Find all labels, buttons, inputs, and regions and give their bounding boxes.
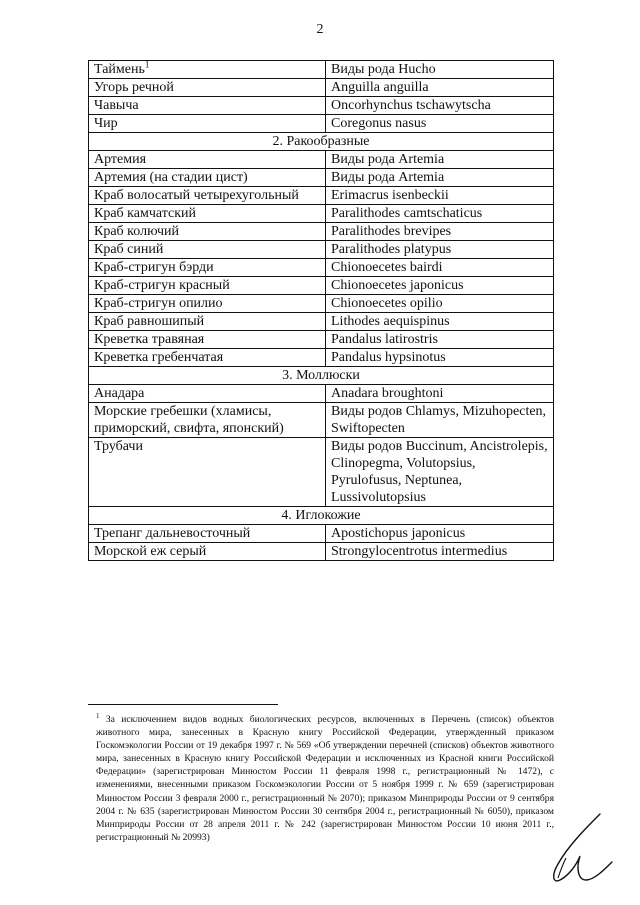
latin-name-cell: Coregonus nasus xyxy=(326,115,554,133)
common-name: Морские гребешки (хламисы, приморский, свифта, японский) xyxy=(94,404,284,436)
section-header-row xyxy=(89,133,554,151)
table-row xyxy=(89,295,554,313)
latin-name-cell: Paralithodes platypus xyxy=(326,241,554,259)
table-row xyxy=(89,205,554,223)
common-name-cell xyxy=(89,331,326,349)
table-row xyxy=(89,79,554,97)
common-name: Артемия (на стадии цист) xyxy=(94,170,248,185)
section-header-row xyxy=(89,367,554,385)
common-name: Креветка гребенчатая xyxy=(94,350,224,365)
common-name: Морской еж серый xyxy=(94,544,207,559)
table-row xyxy=(89,241,554,259)
common-name-cell xyxy=(89,169,326,187)
latin-name-cell: Apostichopus japonicus xyxy=(326,525,554,543)
latin-name-cell: Виды рода Artemia xyxy=(326,151,554,169)
table-row xyxy=(89,61,554,79)
section-title: 2. Ракообразные xyxy=(89,133,554,151)
latin-name-cell: Pandalus latirostris xyxy=(326,331,554,349)
common-name-cell xyxy=(89,313,326,331)
common-name-cell xyxy=(89,543,326,561)
common-name: Креветка травяная xyxy=(94,332,205,347)
common-name-cell xyxy=(89,79,326,97)
common-name-cell xyxy=(89,115,326,133)
common-name: Краб камчатский xyxy=(94,206,197,221)
table-row xyxy=(89,187,554,205)
common-name: Краб волосатый четырехугольный xyxy=(94,188,299,203)
common-name: Угорь речной xyxy=(94,80,174,95)
latin-name-cell: Strongylocentrotus intermedius xyxy=(326,543,554,561)
table-row xyxy=(89,349,554,367)
table-row xyxy=(89,313,554,331)
latin-name-cell: Anguilla anguilla xyxy=(326,79,554,97)
latin-name-cell: Виды рода Hucho xyxy=(326,61,554,79)
latin-name-cell: Oncorhynchus tschawytscha xyxy=(326,97,554,115)
common-name-cell xyxy=(89,187,326,205)
table-row xyxy=(89,438,554,507)
common-name: Трепанг дальневосточный xyxy=(94,526,251,541)
common-name: Краб колючий xyxy=(94,224,180,239)
section-header-row xyxy=(89,507,554,525)
common-name-cell xyxy=(89,525,326,543)
latin-name-cell: Paralithodes camtschaticus xyxy=(326,205,554,223)
footnote xyxy=(96,713,554,844)
common-name-cell xyxy=(89,223,326,241)
table-row xyxy=(89,115,554,133)
common-name-cell xyxy=(89,438,326,507)
common-name: Трубачи xyxy=(94,439,143,454)
common-name: Краб-стригун бэрди xyxy=(94,260,214,275)
table-row xyxy=(89,331,554,349)
common-name: Анадара xyxy=(94,386,145,401)
page-number: 2 xyxy=(316,22,324,37)
table-row xyxy=(89,151,554,169)
footnote-text: За исключением видов водных биологических ресурсов, включенных в Перечень (список) объектов животного мира, занесенных в Красную книгу Российской Федерации, утвержденный приказом Госкомэкологии России от 19 декабря 1997 г. № 569 «Об утверждении перечней (списков) объектов животного мира, занесенных в Красную книгу Российской Федерации и исключенных из Красной книги Российской Федерации» (зарегистрирован Минюстом России 11 февраля 1998 г., регистрационный № 1472), с изменениями, внесенными приказом Госкомэкологии России от 5 ноября 1999 г. № 659 (зарегистрирован Минюстом России 3 февраля 2000 г., регистрационный № 2070); приказом Минприроды России от 9 сентября 2004 г. № 635 (зарегистрирован Минюстом России 30 сентября 2004 г., регистрационный № 6050), приказом Минприроды России от 28 апреля 2011 г. № 242 (зарегистрирован Минюстом России 10 июня 2011 г., регистрационный № 20993) xyxy=(96,714,554,843)
section-title: 4. Иглокожие xyxy=(89,507,554,525)
latin-name-cell: Chionoecetes japonicus xyxy=(326,277,554,295)
common-name-cell xyxy=(89,241,326,259)
latin-name-cell: Виды родов Buccinum, Ancistrolepis, Clinopegma, Volutopsius, Pyrulofusus, Neptunea, Lussivolutopsius xyxy=(326,438,554,507)
common-name: Таймень xyxy=(94,62,145,77)
footnote-reference: 1 xyxy=(144,59,150,70)
table-row xyxy=(89,543,554,561)
handwritten-signature xyxy=(528,810,618,890)
common-name: Чир xyxy=(94,116,118,131)
table-row xyxy=(89,97,554,115)
common-name-cell xyxy=(89,277,326,295)
latin-name-cell: Chionoecetes bairdi xyxy=(326,259,554,277)
common-name-cell xyxy=(89,295,326,313)
common-name: Краб синий xyxy=(94,242,164,257)
latin-name-cell: Paralithodes brevipes xyxy=(326,223,554,241)
common-name-cell xyxy=(89,349,326,367)
latin-name-cell: Lithodes aequispinus xyxy=(326,313,554,331)
table-row xyxy=(89,169,554,187)
latin-name-cell: Pandalus hypsinotus xyxy=(326,349,554,367)
common-name-cell xyxy=(89,61,326,79)
section-title: 3. Моллюски xyxy=(89,367,554,385)
latin-name-cell: Виды рода Artemia xyxy=(326,169,554,187)
common-name: Краб-стригун опилио xyxy=(94,296,223,311)
latin-name-cell: Виды родов Chlamys, Mizuhopecten, Swiftopecten xyxy=(326,403,554,438)
common-name: Краб-стригун красный xyxy=(94,278,230,293)
footnote-marker: 1 xyxy=(96,711,100,720)
table-row xyxy=(89,525,554,543)
common-name-cell xyxy=(89,259,326,277)
common-name: Краб равношипый xyxy=(94,314,205,329)
latin-name-cell: Chionoecetes opilio xyxy=(326,295,554,313)
table-row xyxy=(89,223,554,241)
footnote-separator xyxy=(88,704,278,705)
table-row xyxy=(89,277,554,295)
common-name-cell xyxy=(89,385,326,403)
species-table xyxy=(88,60,554,561)
common-name-cell xyxy=(89,151,326,169)
common-name-cell xyxy=(89,403,326,438)
latin-name-cell: Anadara broughtoni xyxy=(326,385,554,403)
common-name: Чавыча xyxy=(94,98,139,113)
table-row xyxy=(89,403,554,438)
common-name-cell xyxy=(89,97,326,115)
species-table-body xyxy=(89,61,554,561)
common-name: Артемия xyxy=(94,152,147,167)
table-row xyxy=(89,385,554,403)
table-row xyxy=(89,259,554,277)
common-name-cell xyxy=(89,205,326,223)
latin-name-cell: Erimacrus isenbeckii xyxy=(326,187,554,205)
